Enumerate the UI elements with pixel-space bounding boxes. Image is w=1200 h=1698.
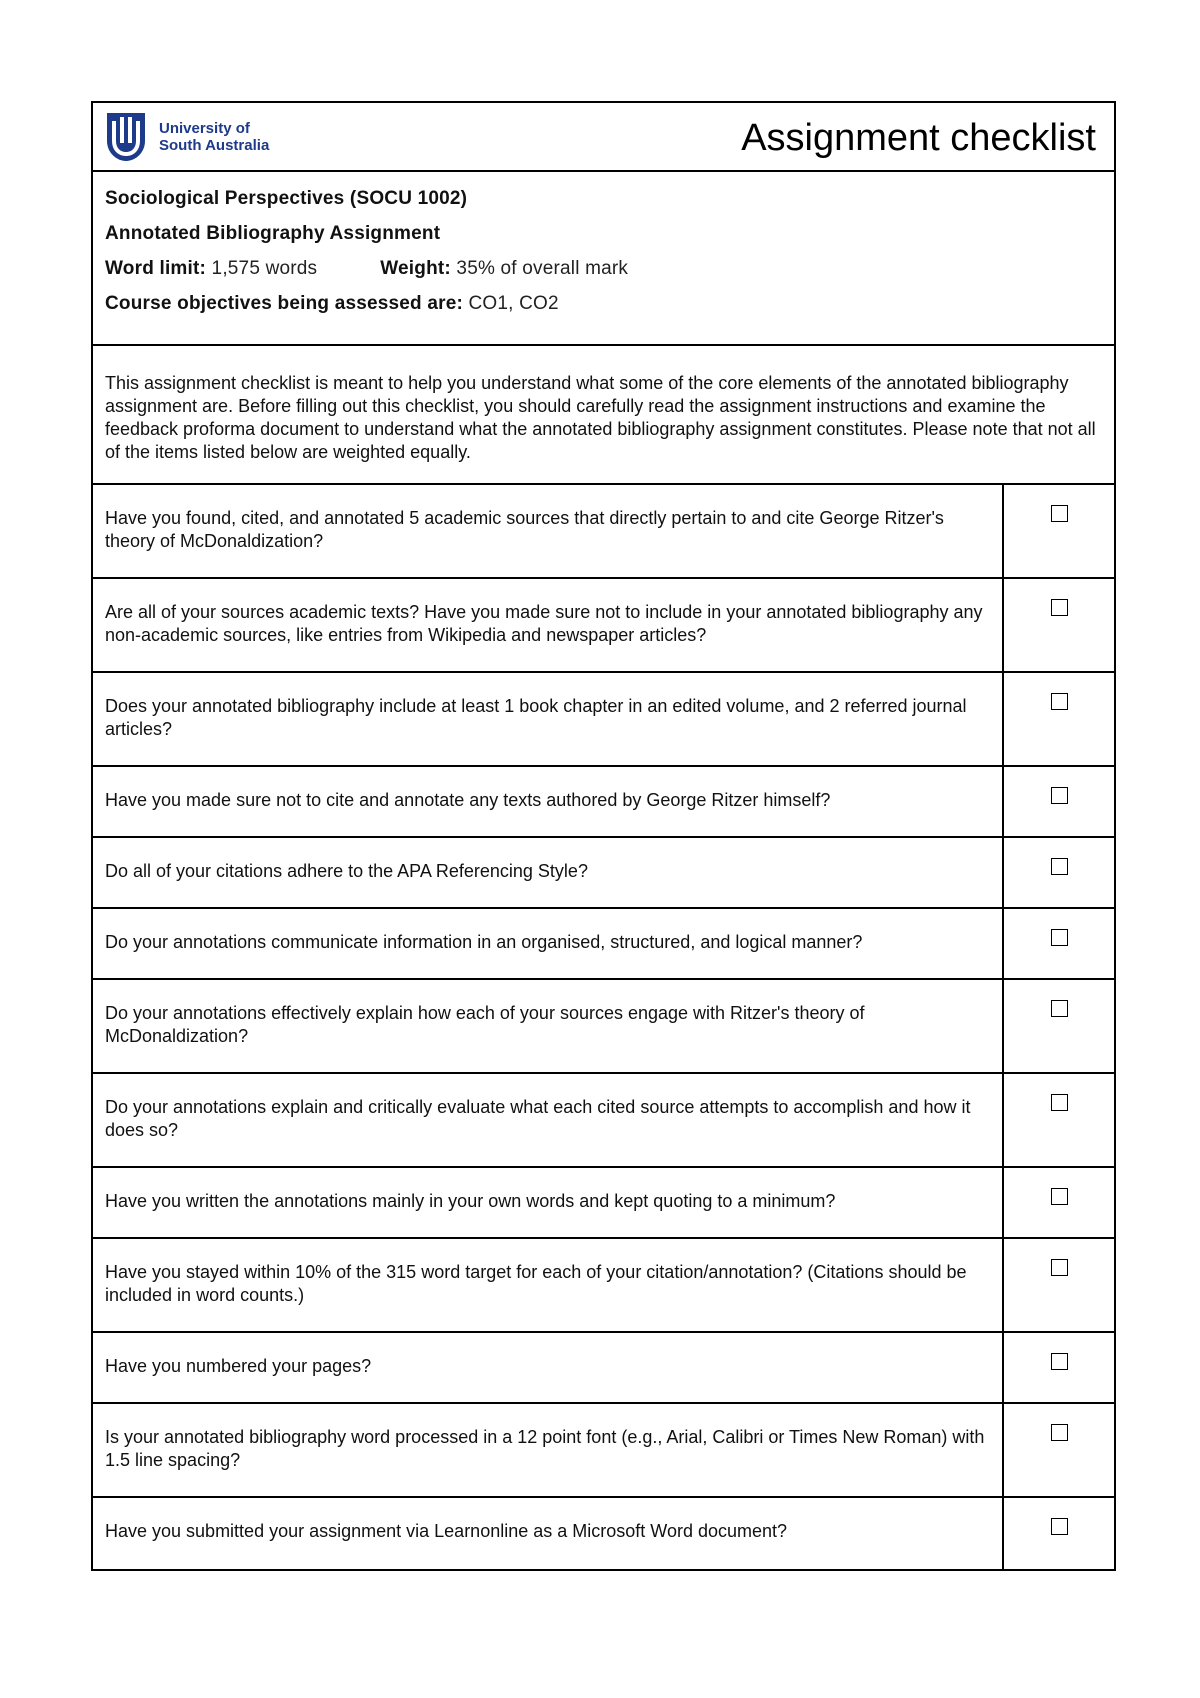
checklist-question: Does your annotated bibliography include at least 1 book chapter in an edited volume, and 2 referred journal articles? bbox=[93, 673, 1004, 765]
checkbox[interactable] bbox=[1051, 858, 1068, 875]
checklist-row bbox=[93, 1498, 1114, 1569]
checklist-row bbox=[93, 1404, 1114, 1498]
checklist-row bbox=[93, 1074, 1114, 1168]
checklist-row bbox=[93, 673, 1114, 767]
checklist-row bbox=[93, 485, 1114, 579]
checkbox[interactable] bbox=[1051, 1188, 1068, 1205]
document-title: Assignment checklist bbox=[741, 117, 1096, 159]
checklist-question: Have you stayed within 10% of the 315 word target for each of your citation/annotation? (Citations should be included in word counts.) bbox=[93, 1239, 1004, 1331]
logo-line-2: South Australia bbox=[159, 137, 270, 154]
checkbox[interactable] bbox=[1051, 1424, 1068, 1441]
checklist-question: Have you numbered your pages? bbox=[93, 1333, 1004, 1402]
checklist-question: Have you made sure not to cite and annotate any texts authored by George Ritzer himself? bbox=[93, 767, 1004, 836]
checklist-question: Have you found, cited, and annotated 5 academic sources that directly pertain to and cite George Ritzer's theory of McDonaldization? bbox=[93, 485, 1004, 577]
university-logo bbox=[105, 111, 269, 163]
checklist-question: Do your annotations explain and critically evaluate what each cited source attempts to accomplish and how it does so? bbox=[93, 1074, 1004, 1166]
logo-wordmark bbox=[159, 120, 269, 154]
checklist-question: Is your annotated bibliography word processed in a 12 point font (e.g., Arial, Calibri or Times New Roman) with 1.5 line spacing? bbox=[93, 1404, 1004, 1496]
checklist-row bbox=[93, 838, 1114, 909]
checklist-question: Have you written the annotations mainly in your own words and kept quoting to a minimum? bbox=[93, 1168, 1004, 1237]
checklist-row bbox=[93, 1333, 1114, 1404]
checklist-question: Have you submitted your assignment via Learnonline as a Microsoft Word document? bbox=[93, 1498, 1004, 1569]
intro-text: This assignment checklist is meant to help you understand what some of the core elements of the annotated bibliography assignment are. Before filling out this checklist, you should carefully read the assignment instructions and examine the feedback proforma document to understand what the annotated bibliography assignment constitutes. Please note that not all of the items listed below are weighted equally. bbox=[93, 346, 1114, 485]
checklist-question: Do your annotations effectively explain how each of your sources engage with Ritzer's theory of McDonaldization? bbox=[93, 980, 1004, 1072]
unisa-shield-icon bbox=[105, 111, 147, 163]
checklist-question: Do all of your citations adhere to the APA Referencing Style? bbox=[93, 838, 1004, 907]
word-limit-value: 1,575 words bbox=[211, 258, 318, 279]
checklist-row bbox=[93, 1168, 1114, 1239]
course-name: Sociological Perspectives (SOCU 1002) bbox=[105, 188, 468, 209]
limit-weight-line bbox=[105, 258, 1102, 280]
checkbox[interactable] bbox=[1051, 1000, 1068, 1017]
checkbox[interactable] bbox=[1051, 1259, 1068, 1276]
checklist-row bbox=[93, 579, 1114, 673]
checklist-row bbox=[93, 909, 1114, 980]
objectives-line bbox=[105, 293, 1102, 315]
checklist-sheet bbox=[91, 101, 1116, 1571]
checkbox[interactable] bbox=[1051, 1518, 1068, 1535]
word-limit-label: Word limit: bbox=[105, 258, 207, 279]
objectives-value: CO1, CO2 bbox=[468, 293, 559, 314]
objectives-label: Course objectives being assessed are: bbox=[105, 293, 463, 314]
weight-value: 35% of overall mark bbox=[456, 258, 629, 279]
logo-line-1: University of bbox=[159, 120, 250, 137]
checkbox[interactable] bbox=[1051, 505, 1068, 522]
checklist-row bbox=[93, 980, 1114, 1074]
checkbox[interactable] bbox=[1051, 1353, 1068, 1370]
checkbox[interactable] bbox=[1051, 787, 1068, 804]
checklist-row bbox=[93, 767, 1114, 838]
checklist-question: Are all of your sources academic texts? Have you made sure not to include in your annotated bibliography any non-academic sources, like entries from Wikipedia and newspaper articles? bbox=[93, 579, 1004, 671]
checkbox[interactable] bbox=[1051, 1094, 1068, 1111]
header bbox=[93, 103, 1114, 172]
checkbox[interactable] bbox=[1051, 929, 1068, 946]
weight-label: Weight: bbox=[380, 258, 451, 279]
checklist-row bbox=[93, 1239, 1114, 1333]
checkbox[interactable] bbox=[1051, 693, 1068, 710]
checkbox[interactable] bbox=[1051, 599, 1068, 616]
assignment-name: Annotated Bibliography Assignment bbox=[105, 223, 441, 244]
checklist-question: Do your annotations communicate information in an organised, structured, and logical manner? bbox=[93, 909, 1004, 978]
course-info bbox=[93, 172, 1114, 346]
